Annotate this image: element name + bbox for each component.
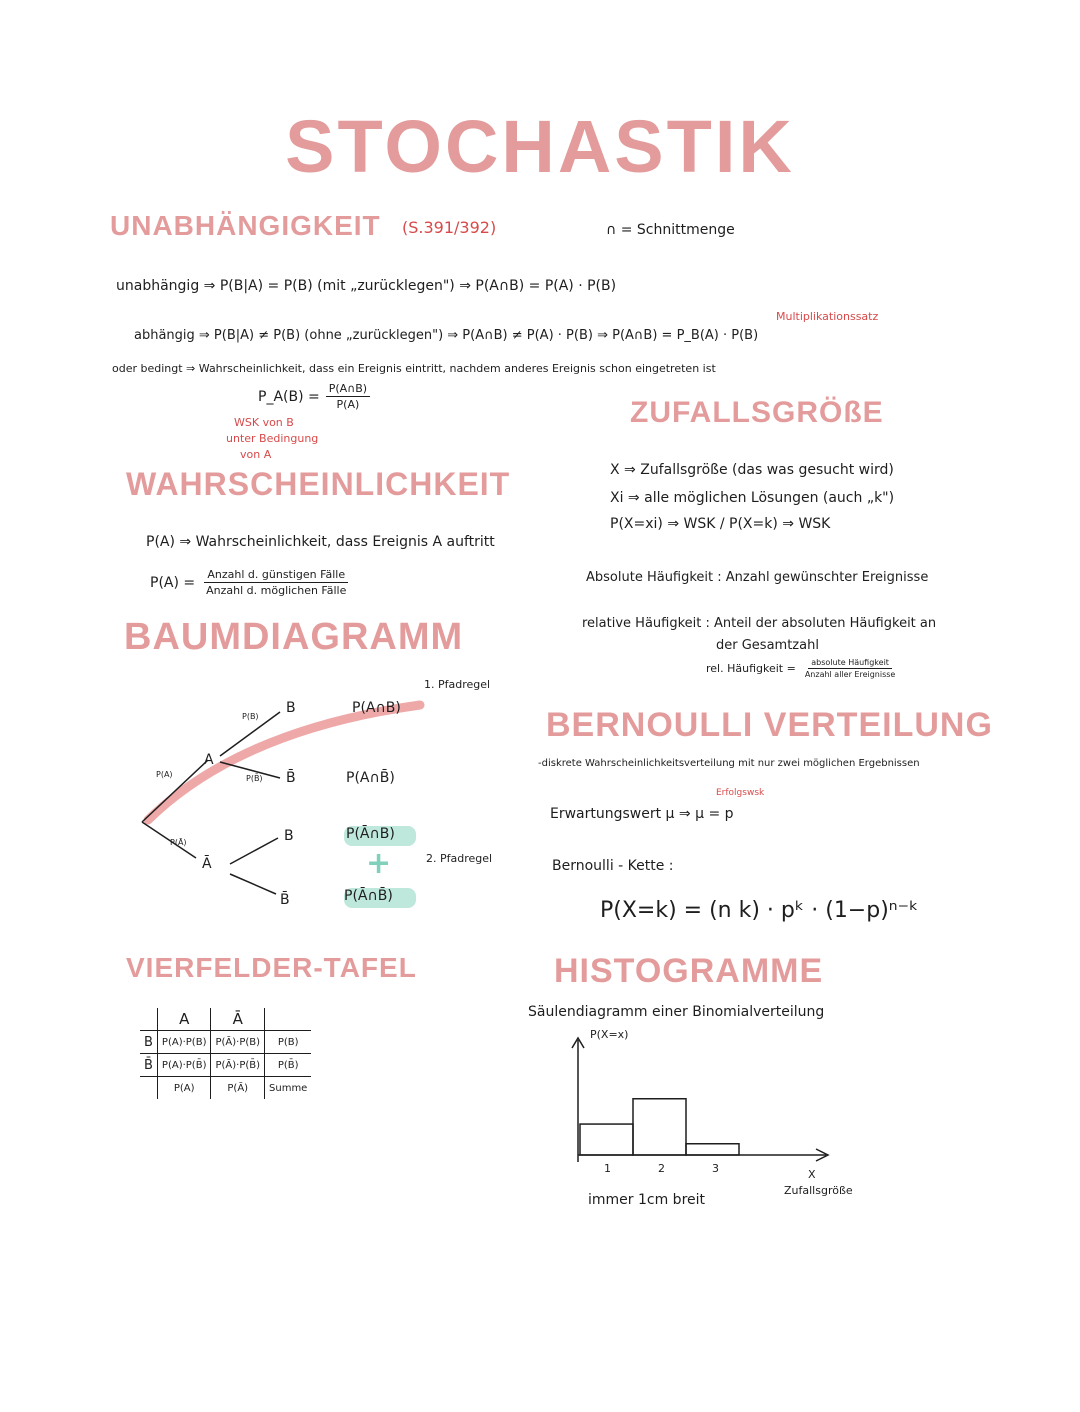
table-cell-23: P(B̄) xyxy=(265,1054,312,1077)
hist-tick-3: 3 xyxy=(712,1162,719,1175)
table-cell-21: P(A)·P(B̄) xyxy=(157,1054,211,1077)
bernoulli-formula: P(X=k) = (n k) · pᵏ · (1−p)ⁿ⁻ᵏ xyxy=(600,898,919,923)
multiplikationssatz-label: Multiplikationssatz xyxy=(776,310,879,323)
node-B1: B xyxy=(286,700,296,716)
vierfelder-table xyxy=(140,1008,311,1099)
hist-y-label: P(X=x) xyxy=(590,1028,629,1041)
edge-root-A xyxy=(142,760,208,822)
heading-baumdiagramm: BAUMDIAGRAMM xyxy=(124,616,464,658)
conditional-note-2: unter Bedingung xyxy=(226,432,319,445)
table-head-Abar: Ā xyxy=(211,1008,265,1031)
edge-root-Abar xyxy=(142,822,196,858)
table-row-Bbar: B̄ xyxy=(140,1054,157,1077)
hist-bar-2 xyxy=(633,1099,686,1155)
rel-fraction xyxy=(802,658,899,679)
hist-note: immer 1cm breit xyxy=(588,1192,706,1208)
heading-vierfelder: VIERFELDER-TAFEL xyxy=(126,952,417,983)
edge-Abar-B xyxy=(230,838,278,864)
hist-bar-1 xyxy=(580,1124,633,1155)
hist-bars xyxy=(580,1099,739,1155)
relative-haeufigkeit-1: relative Häufigkeit : Anteil der absoluten Häufigkeit an xyxy=(582,616,937,631)
laplace-numerator: Anzahl d. günstigen Fälle xyxy=(204,568,348,583)
table-cell-22: P(Ā)·P(B̄) xyxy=(211,1054,265,1077)
conditional-lhs: P_A(B) = xyxy=(258,388,320,405)
node-Bbar1: B̄ xyxy=(286,770,296,786)
heading-wahrscheinlichkeit: WAHRSCHEINLICHKEIT xyxy=(126,466,511,502)
node-B2: B xyxy=(284,828,294,844)
table-cell-32: P(Ā) xyxy=(211,1077,265,1100)
hist-x-sublabel: Zufallsgröße xyxy=(784,1184,853,1197)
laplace-denominator: Anzahl d. möglichen Fälle xyxy=(206,584,347,597)
schnittmenge-note: ∩ = Schnittmenge xyxy=(606,222,735,238)
table-head-empty xyxy=(265,1008,312,1031)
conditional-denominator: P(A) xyxy=(336,398,360,411)
table-cell-11: P(A)·P(B) xyxy=(157,1031,211,1054)
absolute-haeufigkeit: Absolute Häufigkeit : Anzahl gewünschter Ereignisse xyxy=(586,570,929,585)
page-title: STOCHASTIK xyxy=(285,105,795,188)
conditional-note-3: von A xyxy=(240,448,272,461)
edge-label-PA: P(A) xyxy=(156,770,173,779)
conditional-numerator: P(A∩B) xyxy=(326,382,370,397)
erfolgswsk-label: Erfolgswsk xyxy=(716,788,765,798)
zufall-line-2: Xi ⇒ alle möglichen Lösungen (auch „k") xyxy=(610,490,895,506)
abhaengig-line: abhängig ⇒ P(B|A) ≠ P(B) (ohne „zurücklegen") ⇒ P(A∩B) ≠ P(A) · P(B) ⇒ P(A∩B) = P_B(A) · P(B) xyxy=(134,328,759,343)
unabhaengig-line: unabhängig ⇒ P(B|A) = P(B) (mit „zurücklegen") ⇒ P(A∩B) = P(A) · P(B) xyxy=(116,278,617,294)
bernoulli-desc: -diskrete Wahrscheinlichkeitsverteilung mit nur zwei möglichen Ergebnissen xyxy=(538,758,920,769)
rel-numerator: absolute Häufigkeit xyxy=(808,658,892,669)
heading-bernoulli: BERNOULLI VERTEILUNG xyxy=(546,706,993,744)
relative-haeufigkeit-2: der Gesamtzahl xyxy=(716,638,819,653)
pfadregel-1: 1. Pfadregel xyxy=(424,678,491,691)
heading-zufallsgroesse: ZUFALLSGRÖßE xyxy=(630,396,884,429)
zufall-line-1: X ⇒ Zufallsgröße (das was gesucht wird) xyxy=(610,462,894,478)
result-Abar-and-Bbar: P(Ā∩B̄) xyxy=(344,888,393,904)
hist-bar-3 xyxy=(686,1144,739,1155)
highlight-path xyxy=(148,705,420,820)
table-cell-33: Summe xyxy=(265,1077,312,1100)
hist-tick-1: 1 xyxy=(604,1162,611,1175)
table-row-B: B xyxy=(140,1031,157,1054)
hist-tick-2: 2 xyxy=(658,1162,665,1175)
result-A-and-B: P(A∩B) xyxy=(352,700,401,716)
histogramm-desc: Säulendiagramm einer Binomialverteilung xyxy=(528,1004,825,1020)
edge-label-PBbar: P(B̄) xyxy=(246,774,263,783)
rel-formula xyxy=(706,658,898,679)
wahrscheinlichkeit-line: P(A) ⇒ Wahrscheinlichkeit, dass Ereignis A auftritt xyxy=(146,534,495,550)
node-A: A xyxy=(204,752,214,768)
hist-x-label: X xyxy=(808,1168,816,1181)
heading-unabhaengigkeit: UNABHÄNGIGKEIT xyxy=(110,210,381,241)
result-A-and-Bbar: P(A∩B̄) xyxy=(346,770,395,786)
heading-histogramme: HISTOGRAMME xyxy=(554,952,824,990)
rel-denominator: Anzahl aller Ereignisse xyxy=(804,670,896,679)
table-cell-13: P(B) xyxy=(265,1031,312,1054)
bedingt-line: oder bedingt ⇒ Wahrscheinlichkeit, dass ein Ereignis eintritt, nachdem anderes Ereignis schon eingetreten ist xyxy=(112,362,716,375)
page-reference: (S.391/392) xyxy=(402,218,497,237)
edge-label-PAbar: P(Ā) xyxy=(170,838,187,847)
plus-sign: + xyxy=(366,846,392,881)
bernoulli-kette: Bernoulli - Kette : xyxy=(552,858,674,874)
node-Bbar2: B̄ xyxy=(280,892,290,908)
laplace-lhs: P(A) = xyxy=(150,574,196,591)
table-corner-bottom xyxy=(140,1077,157,1100)
node-Abar: Ā xyxy=(202,856,212,872)
zufall-line-3: P(X=xi) ⇒ WSK / P(X=k) ⇒ WSK xyxy=(610,516,831,532)
edge-label-PB: P(B) xyxy=(242,712,259,721)
edge-Abar-Bbar xyxy=(230,874,276,894)
rel-lhs: rel. Häufigkeit = xyxy=(706,662,796,675)
pfadregel-2: 2. Pfadregel xyxy=(426,852,493,865)
erwartungswert: Erwartungswert μ ⇒ μ = p xyxy=(550,806,734,822)
conditional-note-1: WSK von B xyxy=(234,416,294,429)
result-Abar-and-B: P(Ā∩B) xyxy=(346,826,395,842)
table-head-A: A xyxy=(157,1008,211,1031)
table-cell-31: P(A) xyxy=(157,1077,211,1100)
table-corner xyxy=(140,1008,157,1031)
table-cell-12: P(Ā)·P(B) xyxy=(211,1031,265,1054)
